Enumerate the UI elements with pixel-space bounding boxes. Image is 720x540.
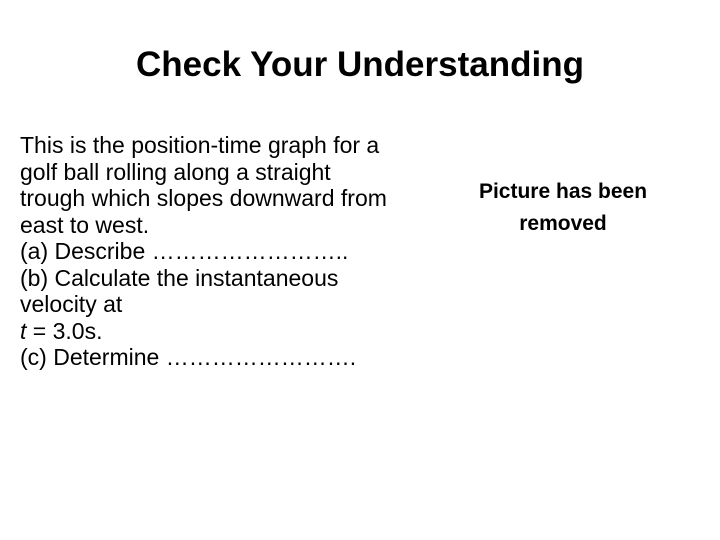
time-equals-value: = 3.0s.	[26, 317, 103, 344]
removed-picture-placeholder: Picture has been removed	[478, 180, 648, 235]
question-part-c: (c) Determine …………………….	[20, 344, 357, 370]
slide-title: Check Your Understanding	[136, 45, 584, 84]
time-variable: t	[20, 317, 27, 344]
question-part-b: (b) Calculate the instantaneous velocity at	[20, 264, 339, 317]
question-text	[20, 132, 395, 371]
question-part-a: (a) Describe ……………………..	[20, 238, 349, 264]
question-intro: This is the position-time graph for a golf ball rolling along a straight trough which slopes downward from east to west.	[20, 132, 387, 238]
question-time-value	[20, 318, 395, 345]
